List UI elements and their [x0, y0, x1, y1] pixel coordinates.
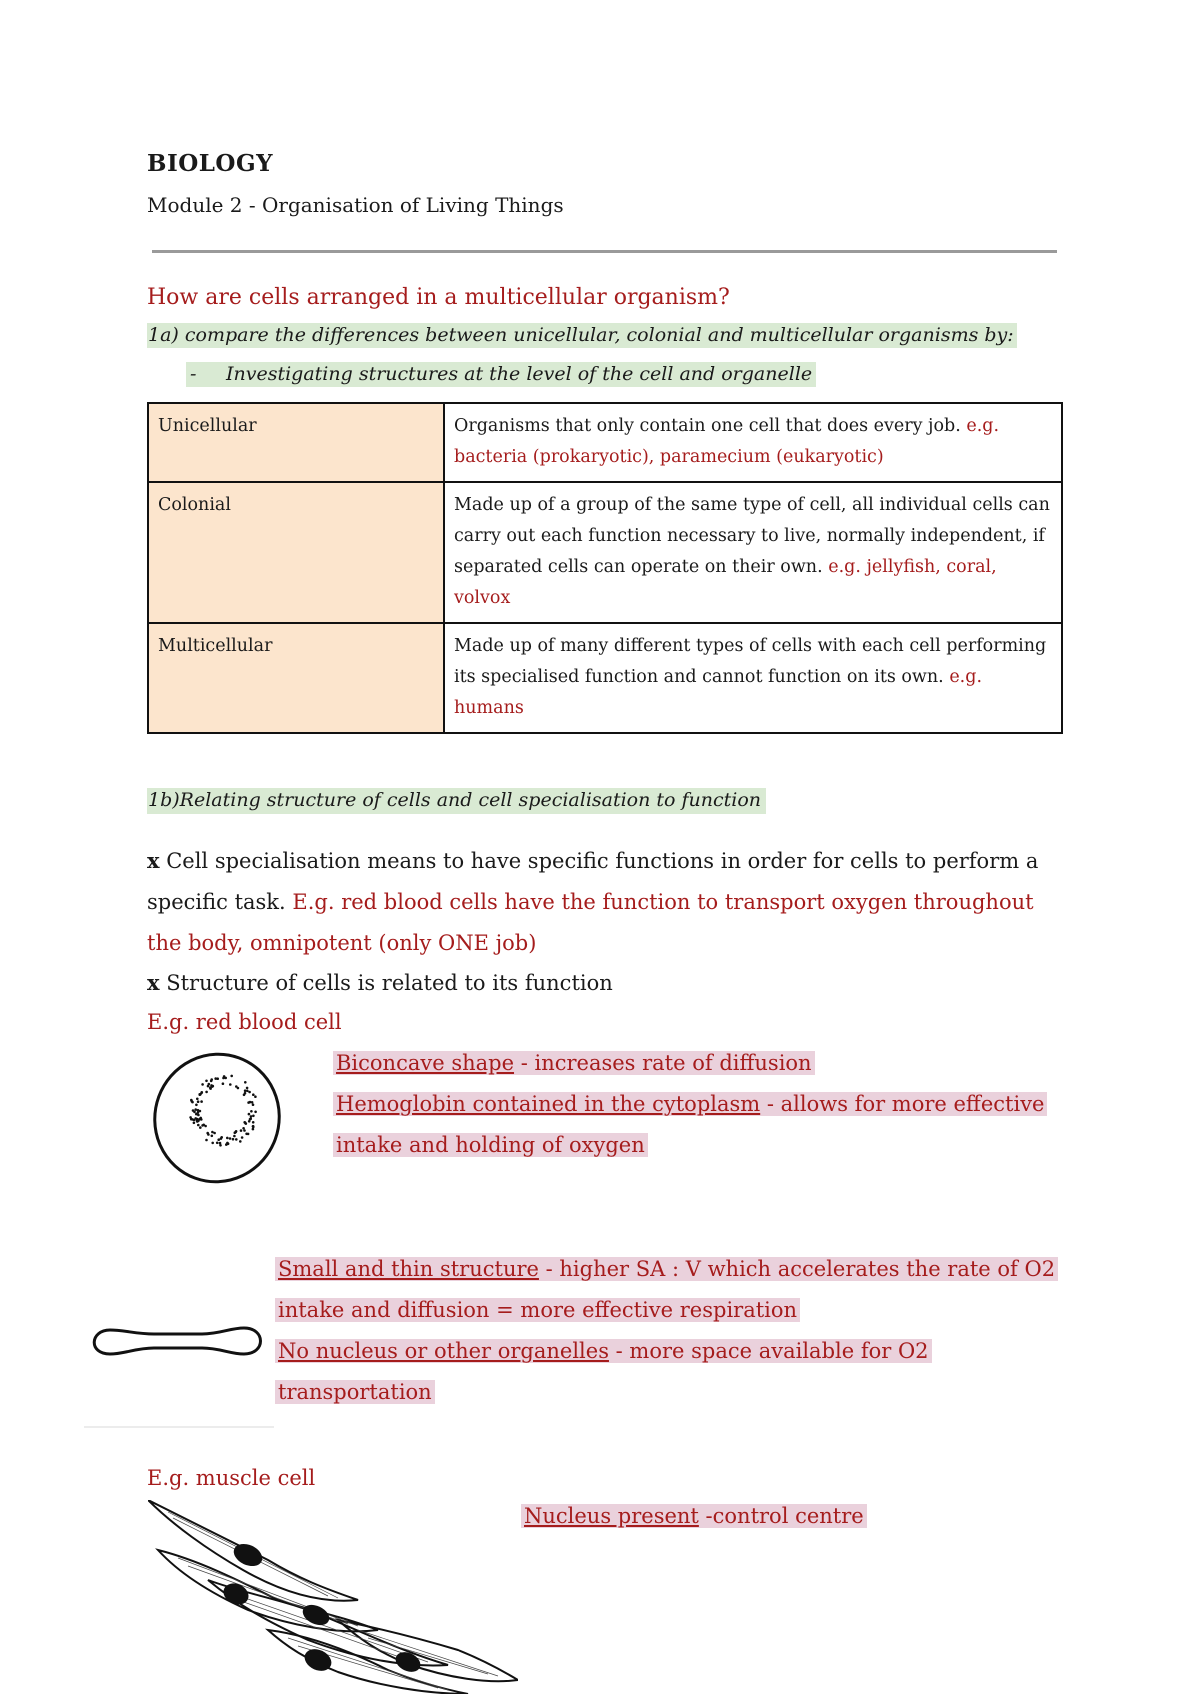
structure-paragraph [147, 962, 613, 1004]
table-row [148, 623, 1062, 733]
table-row [148, 403, 1062, 482]
table-term: Multicellular [148, 623, 444, 733]
note-line: intake and diffusion = more effective respiration [275, 1298, 800, 1322]
note-underlined: Hemoglobin contained in the cytoplasm [336, 1092, 761, 1116]
section-question: How are cells arranged in a multicellular organism? [147, 285, 730, 310]
definition-text: Made up of many different types of cells with each cell performing its specialised function and cannot function on its own. [454, 636, 1047, 687]
note-text: - higher SA : V which accelerates the rate of O2 [538, 1257, 1056, 1281]
note-text: -control centre [698, 1504, 864, 1528]
note-underlined: No nucleus or other organelles [278, 1339, 609, 1363]
note-line [333, 1051, 815, 1075]
note-line [521, 1504, 867, 1528]
paragraph-text: Cell specialisation means to have specific functions in order for cells to perform a specific task. [147, 849, 1039, 914]
note-line [275, 1257, 1058, 1281]
rbc-notes-group-2 [275, 1249, 1058, 1413]
note-underlined: Small and thin structure [278, 1257, 539, 1281]
definition-example: e.g. bacteria (prokaryotic), paramecium (eukaryotic) [454, 416, 1000, 467]
horizontal-divider [152, 250, 1057, 253]
note-underlined: Nucleus present [524, 1504, 699, 1528]
note-line: intake and holding of oxygen [333, 1133, 648, 1157]
objective-1b: 1b)Relating structure of cells and cell specialisation to function [147, 788, 766, 814]
table-row [148, 482, 1062, 623]
note-line [275, 1339, 932, 1363]
table-term: Colonial [148, 482, 444, 623]
red-blood-cell-top-drawing [148, 1048, 286, 1188]
note-text: - increases rate of diffusion [514, 1051, 812, 1075]
table-definition [444, 403, 1062, 482]
specialisation-paragraph [147, 840, 1047, 964]
organism-comparison-table [147, 402, 1063, 734]
bullet-text: Investigating structures at the level of the cell and organelle [226, 363, 813, 385]
rbc-notes-group-1 [333, 1043, 1047, 1166]
muscle-notes [521, 1496, 867, 1537]
document-title: BIOLOGY [147, 150, 274, 177]
definition-text: Made up of a group of the same type of cell, all individual cells can carry out each function necessary to live, normally independent, if separated cells can operate on their own. [454, 495, 1050, 577]
bullet-mark: x [147, 848, 160, 873]
document-subtitle: Module 2 - Organisation of Living Things [147, 193, 564, 217]
red-blood-cell-side-drawing [84, 1308, 274, 1430]
definition-text: Organisms that only contain one cell that does every job. [454, 416, 961, 436]
table-definition [444, 482, 1062, 623]
example-red-blood-cell: E.g. red blood cell [147, 1010, 342, 1034]
bullet-dash: - [190, 363, 197, 385]
table-definition [444, 623, 1062, 733]
objective-1a: 1a) compare the differences between unicellular, colonial and multicellular organisms by: [147, 323, 1017, 348]
note-line: transportation [275, 1380, 435, 1404]
definition-example: e.g. jellyfish, coral, volvox [454, 557, 997, 608]
example-muscle-cell: E.g. muscle cell [147, 1466, 316, 1490]
paragraph-text: Structure of cells is related to its function [166, 971, 613, 995]
note-text: - allows for more effective [760, 1092, 1045, 1116]
note-text: - more space available for O2 [608, 1339, 929, 1363]
definition-example: e.g. humans [454, 667, 983, 718]
muscle-cell-drawing [148, 1500, 518, 1694]
paragraph-example: E.g. red blood cells have the function to transport oxygen throughout the body, omnipotent (only ONE job) [147, 890, 1034, 955]
objective-1a-bullet [186, 362, 816, 387]
note-line [333, 1092, 1047, 1116]
note-underlined: Biconcave shape [336, 1051, 515, 1075]
bullet-mark: x [147, 970, 160, 995]
table-term: Unicellular [148, 403, 444, 482]
